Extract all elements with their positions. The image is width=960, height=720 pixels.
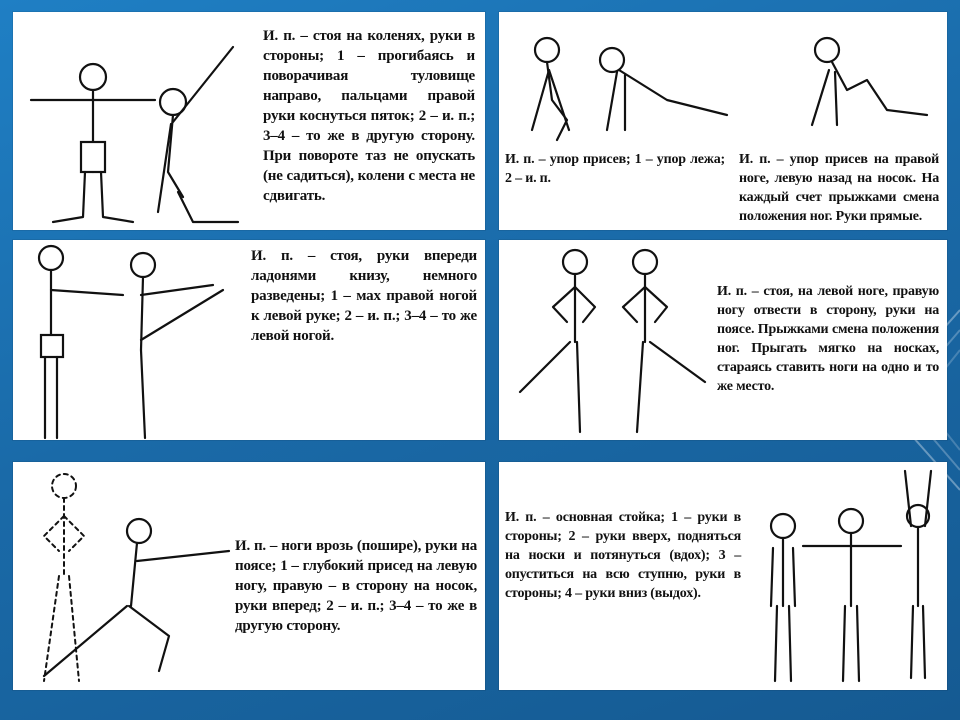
leg-swing-figures-illustration [23, 240, 243, 440]
exercise-text-side-lunge: И. п. – ноги врозь (пошире), руки на поясе; 1 – глубокий присед на левую ногу, правую – в сторону на носок, руки вперед; 2 – и. п.; 3–4 – то же в другую сторону. [235, 538, 477, 634]
exercise-card-side-lunge [13, 462, 485, 690]
side-leg-figures-illustration [505, 242, 715, 438]
exercise-card-squat-plank [499, 12, 947, 230]
exercise-card-side-leg-jumps [499, 240, 947, 440]
side-lunge-figures-illustration [19, 466, 249, 686]
exercise-text-kneeling-twist: И. п. – стоя на коленях, руки в стороны; 1 – прогибаясь и поворачивая туловище направо, пальцами правой руки коснуться пяток; 2 – и. п.; 3–4 – то же в другую сторону. При повороте таз не опускать (не садиться), колени с места не сдвигать. [263, 28, 475, 204]
exercise-card-leg-swing [13, 240, 485, 440]
exercise-card-kneeling-twist [13, 12, 485, 230]
kneeling-figures-illustration [23, 22, 243, 227]
exercise-card-breathing [499, 462, 947, 690]
exercise-text-squat-jumps: И. п. – упор присев на правой ноге, левую назад на носок. На каждый счет прыжками смена положения ног. Руки прямые. [739, 152, 939, 224]
breathing-figures-illustration [743, 466, 943, 686]
exercise-text-leg-swing: И. п. – стоя, руки впереди ладонями книзу, немного разведены; 1 – мах правой ногой к левой руке; 2 – и. п.; 3–4 – то же левой ногой. [251, 248, 477, 344]
exercise-text-squat-plank: И. п. – упор присев; 1 – упор лежа; 2 – и. п. [505, 152, 725, 186]
exercise-text-breathing: И. п. – основная стойка; 1 – руки в стороны; 2 – руки вверх, подняться на носки и потянуться (вдох); 3 – опуститься на всю ступню, руки в стороны; 4 – руки вниз (выдох). [505, 510, 741, 601]
exercise-text-side-leg-jumps: И. п. – стоя, на левой ноге, правую ногу отвести в сторону, руки на поясе. Прыжками смена положения ног. Прыгать мягко на носках, стараясь ставить ноги на одно и то же место. [717, 284, 939, 394]
squat-plank-figures-illustration [507, 20, 937, 150]
